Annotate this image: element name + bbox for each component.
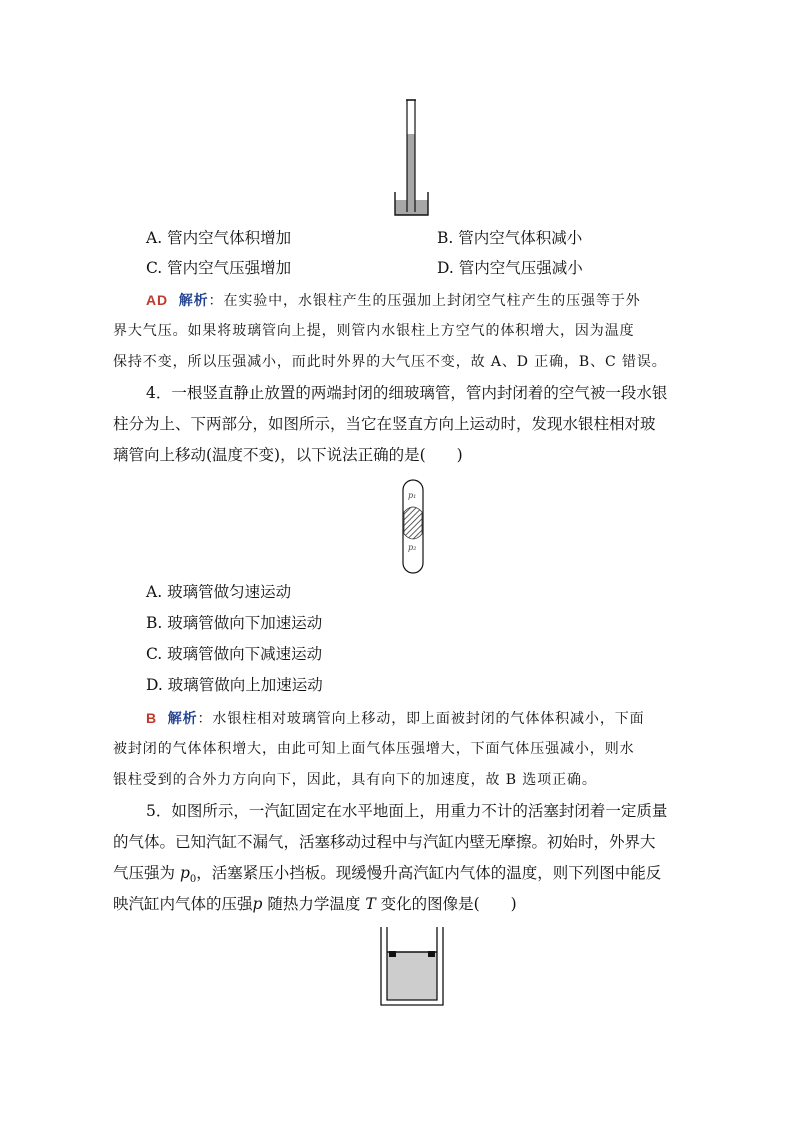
sealed-tube-figure [400, 478, 426, 576]
q4-analysis-label: 解析 [167, 711, 198, 727]
q4-option-a: A. 玻璃管做匀速运动 [146, 583, 292, 601]
q3-analysis-label: 解析 [178, 293, 209, 309]
q4-option-c: C. 玻璃管做向下减速运动 [146, 645, 323, 663]
q4-analysis-line-3: 银柱受到的合外力方向向下，因此，具有向下的加速度，故 B 选项正确。 [113, 772, 597, 788]
q3-analysis-line-3: 保持不变，所以压强减小，而此时外界的大气压不变，故 A、D 正确，B、C 错误。 [113, 354, 667, 370]
q4-option-b: B. 玻璃管做向下加速运动 [146, 614, 323, 632]
q3-analysis-line-2: 界大气压。如果将玻璃管向上提，则管内水银柱上方空气的体积增大，因为温度 [113, 323, 635, 339]
q4-option-d: D. 玻璃管做向上加速运动 [146, 676, 323, 694]
q3-option-c: C. 管内空气压强增加 [146, 259, 292, 277]
q4-stem-line-2: 柱分为上、下两部分，如图所示，当它在竖直方向上运动时，发现水银柱相对玻 [113, 415, 656, 433]
cylinder-piston-figure [376, 924, 448, 1008]
q4-analysis-line-2: 被封闭的气体体积增大，由此可知上面气体压强增大，下面气体压强减小，则水 [113, 741, 635, 757]
q5-stem-line-4: 映汽缸内气体的压强p 随热力学温度 T 变化的图像是( ) [113, 895, 517, 913]
q3-option-d: D. 管内空气压强减小 [437, 259, 583, 277]
q4-stem-line-3: 璃管向上移动(温度不变)，以下说法正确的是( ) [113, 446, 463, 464]
tube-label-p2: p₂ [408, 543, 417, 552]
q5-stem-line-1: 5．如图所示，一汽缸固定在水平地面上，用重力不计的活塞封闭着一定质量 [146, 802, 668, 820]
q3-analysis-line-1: AD 解析：在实验中，水银柱产生的压强加上封闭空气柱产生的压强等于外 [146, 292, 641, 309]
q5-stem-line-3: 气压强为 $p_0$，活塞紧压小挡板。现缓慢升高汽缸内气体的温度，则下列图中能反 [113, 864, 662, 886]
q4-analysis-line-1: B 解析：水银柱相对玻璃管向上移动，即上面被封闭的气体体积减小，下面 [146, 710, 645, 727]
tube-in-trough-figure [388, 96, 434, 220]
q5-stem-line-2: 的气体。已知汽缸不漏气，活塞移动过程中与汽缸内壁无摩擦。初始时，外界大 [113, 833, 656, 851]
tube-label-p1: p₁ [408, 491, 417, 500]
q4-answer: B [146, 710, 158, 726]
q3-option-b: B. 管内空气体积减小 [437, 229, 583, 247]
q3-option-a: A. 管内空气体积增加 [146, 229, 292, 247]
q3-answer: AD [146, 292, 169, 308]
q4-stem-line-1: 4．一根竖直静止放置的两端封闭的细玻璃管，管内封闭着的空气被一段水银 [146, 384, 668, 402]
